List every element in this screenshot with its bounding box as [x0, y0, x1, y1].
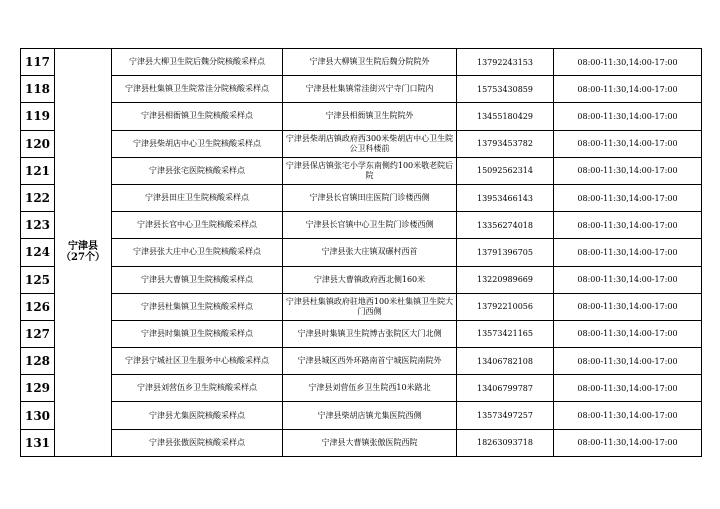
site-hours: 08:00-11:30,14:00-17:00: [554, 266, 702, 293]
row-number: 126: [21, 293, 55, 320]
site-name: 宁津县田庄卫生院核酸采样点: [112, 184, 283, 211]
row-number: 119: [21, 103, 55, 130]
site-address: 宁津县杜集镇常洼街兴宁寺门口院内: [283, 76, 457, 103]
site-name: 宁津县张傲医院核酸采样点: [112, 429, 283, 456]
table-body: [21, 49, 702, 457]
site-name: 宁津县柴胡店中心卫生院核酸采样点: [112, 130, 283, 157]
site-name: 宁津县大柳卫生院后魏分院核酸采样点: [112, 49, 283, 76]
site-hours: 08:00-11:30,14:00-17:00: [554, 130, 702, 157]
table-row: [21, 103, 702, 130]
site-hours: 08:00-11:30,14:00-17:00: [554, 212, 702, 239]
table-row: [21, 157, 702, 184]
site-phone: 13953466143: [457, 184, 554, 211]
site-hours: 08:00-11:30,14:00-17:00: [554, 402, 702, 429]
site-hours: 08:00-11:30,14:00-17:00: [554, 103, 702, 130]
sampling-sites-table: [20, 48, 702, 457]
site-name: 宁津县杜集镇卫生院常洼分院核酸采样点: [112, 76, 283, 103]
row-number: 123: [21, 212, 55, 239]
site-hours: 08:00-11:30,14:00-17:00: [554, 184, 702, 211]
site-name: 宁津县宁城社区卫生服务中心核酸采样点: [112, 348, 283, 375]
site-address: 宁津县保店镇张宅小学东南侧约100米敬老院后院: [283, 157, 457, 184]
row-number: 117: [21, 49, 55, 76]
table-row: [21, 184, 702, 211]
table-row: [21, 320, 702, 347]
site-phone: 13406782108: [457, 348, 554, 375]
site-hours: 08:00-11:30,14:00-17:00: [554, 348, 702, 375]
site-phone: 13220989669: [457, 266, 554, 293]
site-phone: 13792210056: [457, 293, 554, 320]
site-hours: 08:00-11:30,14:00-17:00: [554, 429, 702, 456]
site-address: 宁津县长官镇田庄医院门诊楼西侧: [283, 184, 457, 211]
site-hours: 08:00-11:30,14:00-17:00: [554, 320, 702, 347]
table-row: [21, 375, 702, 402]
site-hours: 08:00-11:30,14:00-17:00: [554, 239, 702, 266]
site-phone: 18263093718: [457, 429, 554, 456]
site-address: 宁津县柴胡店镇政府西300米柴胡店中心卫生院公卫科楼前: [283, 130, 457, 157]
site-hours: 08:00-11:30,14:00-17:00: [554, 76, 702, 103]
site-name: 宁津县尤集医院核酸采样点: [112, 402, 283, 429]
site-name: 宁津县杜集镇卫生院核酸采样点: [112, 293, 283, 320]
table-row: [21, 130, 702, 157]
site-address: 宁津县时集镇卫生院博古张院区大门北侧: [283, 320, 457, 347]
table-row: [21, 76, 702, 103]
site-name: 宁津县张宅医院核酸采样点: [112, 157, 283, 184]
site-name: 宁津县大曹镇卫生院核酸采样点: [112, 266, 283, 293]
row-number: 130: [21, 402, 55, 429]
site-hours: 08:00-11:30,14:00-17:00: [554, 157, 702, 184]
table-row: [21, 49, 702, 76]
table-row: [21, 429, 702, 456]
row-number: 131: [21, 429, 55, 456]
row-number: 120: [21, 130, 55, 157]
table-row: [21, 266, 702, 293]
site-phone: 13573421165: [457, 320, 554, 347]
site-name: 宁津县张大庄中心卫生院核酸采样点: [112, 239, 283, 266]
site-hours: 08:00-11:30,14:00-17:00: [554, 293, 702, 320]
table-row: [21, 348, 702, 375]
site-phone: 13792243153: [457, 49, 554, 76]
row-number: 129: [21, 375, 55, 402]
site-hours: 08:00-11:30,14:00-17:00: [554, 49, 702, 76]
site-address: 宁津县城区西外环路南首宁城医院南院外: [283, 348, 457, 375]
site-address: 宁津县刘营伍乡卫生院西10米路北: [283, 375, 457, 402]
row-number: 124: [21, 239, 55, 266]
table-row: [21, 212, 702, 239]
site-address: 宁津县大曹镇张傲医院西院: [283, 429, 457, 456]
row-number: 127: [21, 320, 55, 347]
site-phone: 13791396705: [457, 239, 554, 266]
row-number: 125: [21, 266, 55, 293]
site-name: 宁津县时集镇卫生院核酸采样点: [112, 320, 283, 347]
site-address: 宁津县长官镇中心卫生院门诊楼西侧: [283, 212, 457, 239]
table-row: [21, 239, 702, 266]
site-phone: 15753430859: [457, 76, 554, 103]
site-name: 宁津县长官中心卫生院核酸采样点: [112, 212, 283, 239]
row-number: 128: [21, 348, 55, 375]
site-name: 宁津县相衙镇卫生院核酸采样点: [112, 103, 283, 130]
site-address: 宁津县相衙镇卫生院院外: [283, 103, 457, 130]
site-phone: 13455180429: [457, 103, 554, 130]
site-phone: 13793453782: [457, 130, 554, 157]
site-phone: 13356274018: [457, 212, 554, 239]
table-row: [21, 293, 702, 320]
site-hours: 08:00-11:30,14:00-17:00: [554, 375, 702, 402]
site-address: 宁津县柴胡店镇尤集医院西侧: [283, 402, 457, 429]
site-address: 宁津县张大庄镇双碾村西首: [283, 239, 457, 266]
site-address: 宁津县大柳镇卫生院后魏分院院外: [283, 49, 457, 76]
county-cell: 宁津县（27个）: [55, 49, 112, 457]
site-address: 宁津县杜集镇政府驻地西100米杜集镇卫生院大门西侧: [283, 293, 457, 320]
site-phone: 15092562314: [457, 157, 554, 184]
site-phone: 13406799787: [457, 375, 554, 402]
row-number: 122: [21, 184, 55, 211]
site-phone: 13573497257: [457, 402, 554, 429]
site-address: 宁津县大曹镇政府西北侧160米: [283, 266, 457, 293]
table-row: [21, 402, 702, 429]
site-name: 宁津县刘营伍乡卫生院核酸采样点: [112, 375, 283, 402]
row-number: 118: [21, 76, 55, 103]
row-number: 121: [21, 157, 55, 184]
